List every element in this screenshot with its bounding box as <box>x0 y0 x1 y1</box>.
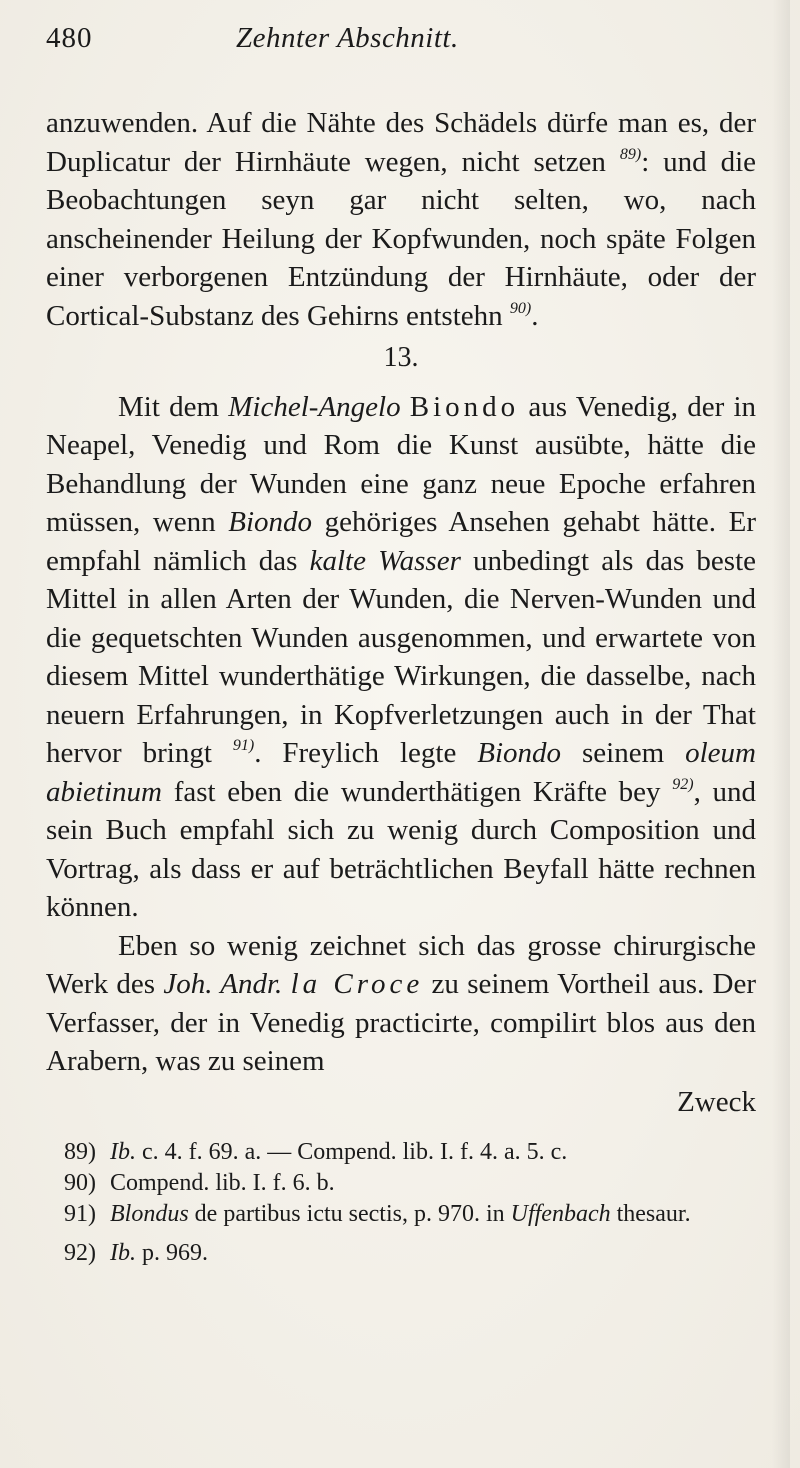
running-head <box>46 22 756 72</box>
footnote-ref-90: 90) <box>509 299 532 317</box>
paragraph-2: Mit dem Michel-Angelo Biondo aus Venedig, der in Neapel, Venedig und Rom die Kunst ausübte, hätte die Behandlung der Wunden eine ganz neue Epoche erfahren müssen, wenn Biondo gehöriges Ansehen gehabt hätte. Er empfahl nämlich das kalte Wasser unbedingt als das beste Mittel in allen Arten der Wunden, die Nerven-Wunden und die gequetschten Wunden ausgenommen, und erwartete von diesem Mittel wunderthätige Wirkungen, die dasselbe, nach neuern Erfahrungen, in Kopfverletzungen auch in der That hervor bringt $^{91)}$. Freylich legte Biondo seinem oleum abietinum fast eben die wunderthätigen Kräfte bey $^{92)}$, und sein Buch empfahl sich zu wenig durch Composition und Vortrag, als dass er auf beträchtlichen Beyfall hätte rechnen können. <box>46 390 757 923</box>
footnote: 92) Ib. p. 969. <box>64 1240 208 1266</box>
catchword: Zweck <box>677 1085 756 1118</box>
paragraph-1: anzuwenden. Auf die Nähte des Schädels dürfe man es, der Duplicatur der Hirnhäute wegen, nicht setzen $^{89)}$: und die Beobachtungen seyn gar nicht selten, wo, nach anscheinender Heilung der Kopfwunden, noch späte Folgen einer verborgenen Entzündung der Hirnhäute, oder der Cortical-Substanz des Gehirns entstehn $^{90)}$. <box>46 107 756 332</box>
chapter-title: Zehnter Abschnitt. <box>236 22 459 54</box>
footnote: 90) Compend. lib. I. f. 6. b. <box>64 1170 335 1196</box>
footnote: 91) Blondus de partibus ictu sectis, p. 970. in Uffenbach thesaur. <box>64 1201 691 1227</box>
emphasis-term: kalte Wasser <box>309 544 461 577</box>
page-edge-shadow <box>772 0 790 1468</box>
page-number: 480 <box>46 22 93 54</box>
paragraph-3: Eben so wenig zeichnet sich das grosse chirurgische Werk des Joh. Andr. la Croce zu seinem Vortheil aus. Der Verfasser, der in Venedig practicirte, compilirt blos aus den Arabern, was zu seinem <box>46 929 756 1077</box>
person-surname-spaced: Biondo <box>409 390 520 423</box>
footnote: 89) Ib. c. 4. f. 69. a. — Compend. lib. I. f. 4. a. 5. c. <box>64 1139 568 1165</box>
footnote-ref-91: 91) <box>232 737 255 754</box>
footnote-ref-89: 89) <box>619 145 642 163</box>
person-name: Joh. Andr. <box>163 968 283 1000</box>
emphasis-term: oleum abietinum <box>46 737 756 808</box>
person-surname-spaced: la Croce <box>290 968 424 1000</box>
footnote-ref-92: 92) <box>672 775 694 793</box>
body-text <box>46 104 756 1121</box>
person-name: Michel-Angelo <box>228 390 410 423</box>
footnotes <box>46 1137 756 1269</box>
section-number: 13. <box>383 342 419 373</box>
